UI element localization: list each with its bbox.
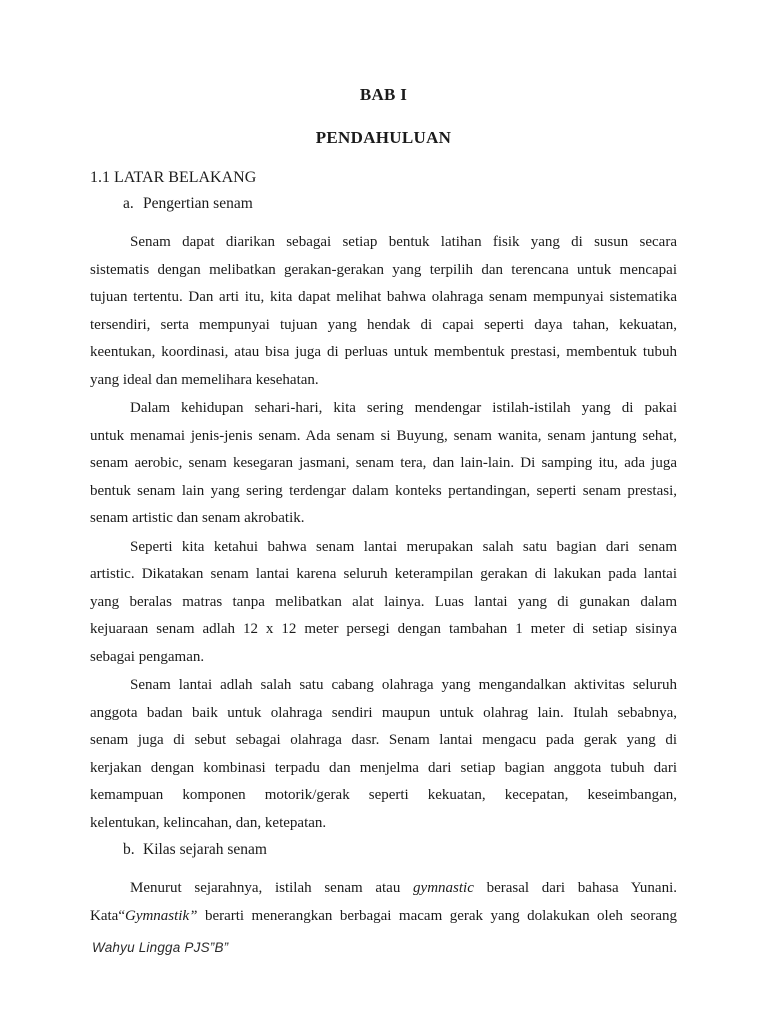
text-segment: kelentukan, kelincahan, dan, ketepatan. — [90, 814, 327, 831]
paragraph-line — [90, 284, 677, 312]
list-item-marker: a. — [123, 195, 134, 212]
paragraph-line — [90, 875, 677, 903]
paragraph-line — [90, 478, 677, 506]
paragraph-line — [90, 423, 677, 451]
list-item-label: Pengertian senam — [143, 195, 253, 212]
text-segment: senam aerobic, senam kesegaran jasmani, senam tera, dan lain-lain. Di samping itu, ada juga — [90, 455, 677, 471]
text-segment: yang beralas matras tanpa melibatkan alat lainya. Luas lantai yang di gunakan dalam — [90, 593, 677, 610]
text-segment: keentukan, koordinasi, atau bisa juga di perluas untuk membentuk prestasi, membentuk tubuh — [90, 344, 677, 360]
paragraph-line — [90, 229, 677, 257]
paragraph — [90, 875, 677, 930]
paragraph — [90, 395, 677, 533]
paragraph-line — [90, 534, 677, 562]
text-segment: berasal dari bahasa Yunani. — [473, 880, 677, 896]
paragraph-line — [90, 727, 677, 755]
text-segment: sebagai pengaman. — [90, 648, 205, 665]
text-segment: senam juga di sebut sebagai olahraga dasr. Senam lantai mengacu pada gerak yang di — [90, 732, 677, 748]
paragraph-line — [90, 616, 677, 644]
paragraph — [90, 229, 677, 394]
paragraph-line — [90, 672, 677, 700]
paragraph-line — [90, 339, 677, 367]
paragraph — [90, 672, 677, 837]
italic-text-segment: Gymnastik” — [124, 907, 198, 924]
text-segment: Senam dapat diarikan sebagai setiap bentuk latihan fisik yang di susun secara — [130, 234, 677, 250]
text-segment: Menurut sejarahnya, istilah senam atau — [130, 880, 414, 896]
text-segment: Seperti kita ketahui bahwa senam lantai merupakan salah satu bagian dari senam — [130, 538, 677, 555]
paragraph-line — [90, 782, 677, 810]
list-item — [90, 194, 677, 214]
text-segment: Senam lantai adlah salah satu cabang olahraga yang mengandalkan aktivitas seluruh — [130, 677, 677, 693]
list-item — [90, 840, 677, 860]
paragraph-line — [90, 700, 677, 728]
text-segment: berarti menerangkan berbagai macam gerak yang dolakukan oleh seorang — [197, 907, 677, 924]
text-segment: anggota badan baik untuk olahraga sendiri maupun untuk olahrag lain. Itulah sebabnya, — [90, 704, 677, 721]
paragraph-line — [90, 367, 677, 395]
text-segment: kemampuan komponen motorik/gerak seperti kekuatan, kecepatan, keseimbangan, — [90, 787, 677, 803]
text-segment: yang ideal dan memelihara kesehatan. — [90, 371, 319, 388]
paragraph-line — [90, 395, 677, 423]
document-body — [90, 194, 677, 930]
text-segment: sistematis dengan melibatkan gerakan-gerakan yang terpilih dan terencana untuk mencapai — [90, 261, 677, 278]
text-segment: tersendiri, serta mempunyai tujuan yang hendak di capai seperti daya tahan, kekuatan, — [90, 316, 677, 333]
chapter-subtitle: PENDAHULUAN — [315, 128, 452, 147]
paragraph-line — [90, 505, 677, 533]
text-segment: kejuaraan senam adlah 12 x 12 meter persegi dengan tambahan 1 meter di setiap sisinya — [90, 621, 677, 637]
section-heading: 1.1 LATAR BELAKANG — [90, 169, 257, 186]
paragraph-line — [90, 450, 677, 478]
footer-author: Wahyu Lingga PJS”B” — [92, 940, 229, 955]
paragraph-line — [90, 644, 677, 672]
paragraph-line — [90, 810, 677, 838]
list-item-marker: b. — [123, 841, 135, 858]
text-segment: artistic. Dikatakan senam lantai karena seluruh keterampilan gerakan di lakukan pada lantai — [90, 566, 677, 582]
paragraph-line — [90, 561, 677, 589]
paragraph — [90, 534, 677, 672]
list-item-label: Kilas sejarah senam — [143, 841, 267, 858]
text-segment: Dalam kehidupan sehari-hari, kita sering mendengar istilah-istilah yang di pakai — [130, 400, 677, 416]
paragraph-line — [90, 589, 677, 617]
text-segment: kerjakan dengan kombinasi terpadu dan menjelma dari setiap bagian anggota tubuh dari — [90, 759, 677, 776]
text-segment: bentuk senam lain yang sering terdengar dalam konteks pertandingan, seperti senam prestasi, — [90, 482, 677, 499]
paragraph-line — [90, 257, 677, 285]
text-segment: Kata“ — [90, 907, 125, 924]
text-segment: untuk menamai jenis-jenis senam. Ada senam si Buyung, senam wanita, senam jantung sehat, — [90, 427, 677, 444]
chapter-title: BAB I — [359, 85, 408, 104]
text-segment: tujuan tertentu. Dan arti itu, kita dapat melihat bahwa olahraga senam mempunyai sistematika — [90, 289, 677, 305]
text-segment: senam artistic dan senam akrobatik. — [90, 510, 305, 526]
paragraph-line — [90, 755, 677, 783]
paragraph-line — [90, 903, 677, 931]
italic-text-segment: gymnastic — [413, 880, 474, 896]
paragraph-line — [90, 312, 677, 340]
